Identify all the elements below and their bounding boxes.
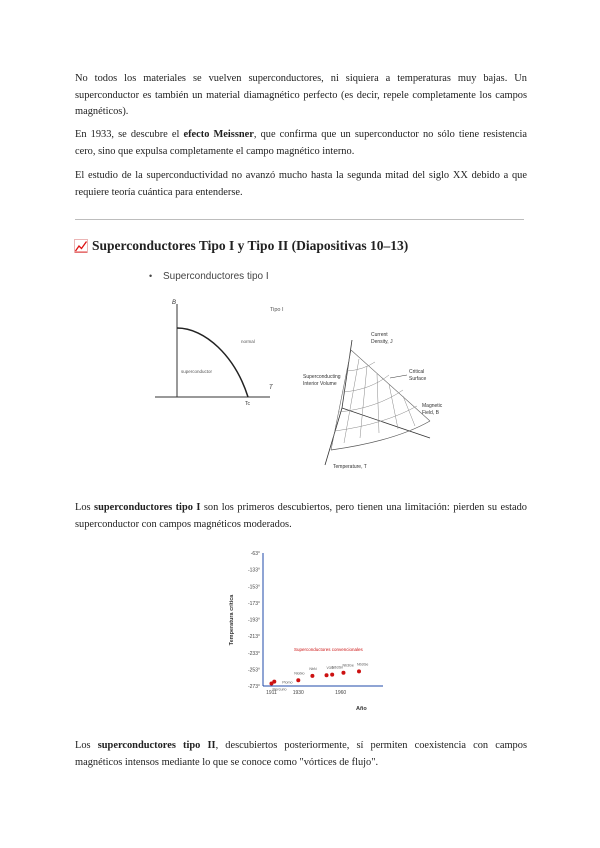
slide-figure-svg [145, 266, 475, 476]
point-label: Niobio [294, 671, 305, 676]
heading-text: Superconductores Tipo I y Tipo II (Diapositivas 10–13) [92, 238, 409, 253]
data-point [341, 671, 345, 675]
critical-surface-3d [303, 332, 443, 470]
paragraph-type-two: Los superconductores tipo II, descubiertos posteriormente, sí permiten coexistencia con campos magnéticos intensos mediante lo que se conoce como "vórtices de flujo". [75, 740, 527, 768]
x-tick-label: 1930 [292, 690, 304, 696]
paragraph-quantum: El estudio de la superconductividad no avanzó mucho hasta la segunda mitad del siglo XX debido a que requiere teoría cuántica para entenderse. [75, 170, 527, 198]
bold-term: efecto Meissner [183, 129, 254, 140]
chart-annotation: Superconductores convencionales [294, 647, 363, 652]
svg-text:Tipo I: Tipo I [270, 307, 284, 313]
svg-text:Superconducting: Superconducting [303, 374, 341, 380]
svg-text:Temperature, T: Temperature, T [333, 464, 367, 470]
y-axis-label: Temperatura crítica [229, 594, 235, 646]
y-tick-label: -193° [247, 617, 260, 624]
x-axis-label: Año [356, 706, 367, 712]
svg-text:normal: normal [241, 339, 255, 344]
data-point [272, 680, 276, 684]
svg-text:Tc: Tc [245, 401, 250, 407]
y-tick-label: -153° [247, 584, 260, 591]
bold-term: superconductores tipo I [94, 502, 201, 513]
point-label: V3Si [326, 666, 335, 671]
svg-text:Magnetic: Magnetic [422, 403, 443, 409]
y-tick-label: -233° [247, 650, 260, 657]
svg-text:Surface: Surface [409, 376, 427, 382]
point-label: Plomo [282, 680, 293, 685]
paragraph-meissner: En 1933, se descubre el efecto Meissner, que confirma que un superconductor no sólo tiene resistencia cero, sino que expulsa completamente el campo magnético interno. [75, 129, 527, 157]
tc-chart-svg [218, 545, 393, 715]
data-point [330, 673, 334, 677]
slide-title: Superconductores tipo I [163, 271, 269, 282]
tc-chart [218, 545, 393, 715]
paragraph-type-one: Los superconductores tipo I son los primeros descubiertos, pero tienen una limitación: pierden su estado superconductor con campos magnéticos moderados. [75, 502, 528, 530]
data-point [296, 678, 300, 682]
slide-bullet: • [149, 271, 153, 281]
y-tick-label: -133° [247, 567, 260, 574]
svg-text:Density, J: Density, J [371, 339, 393, 345]
horizontal-divider [75, 219, 524, 220]
point-label: Nb3Ge [342, 663, 354, 668]
chart-icon [74, 239, 88, 253]
section-heading [74, 238, 408, 254]
data-point [357, 669, 361, 673]
data-point [325, 673, 329, 677]
point-label: Nb3Sn [332, 665, 344, 670]
phase-diagram [155, 300, 284, 407]
svg-text:Interior Volume: Interior Volume [303, 381, 337, 387]
svg-text:Critical: Critical [409, 369, 425, 375]
svg-text:B: B [172, 300, 177, 306]
y-tick-label: -63° [250, 551, 260, 557]
paragraph-intro: No todos los materiales se vuelven superconductores, ni siquiera a temperaturas muy bajas. Un superconductor es también un material diamagnético perfecto (es decir, repele completamente los campos magnéticos). [75, 73, 527, 117]
point-label: NbN [309, 666, 317, 671]
y-tick-label: -253° [247, 667, 260, 674]
x-tick-label: 1960 [335, 690, 347, 696]
svg-text:T: T [269, 385, 273, 391]
data-point [310, 674, 314, 678]
y-tick-label: -173° [247, 600, 260, 607]
point-label: Mercurio [272, 687, 287, 692]
x-tick-label: 1911 [266, 690, 277, 696]
svg-text:Current: Current [371, 332, 388, 338]
slide-figure [145, 266, 475, 476]
svg-text:superconductor: superconductor [181, 369, 213, 374]
point-label: Nb3Ge [357, 662, 369, 667]
svg-text:Field, B: Field, B [422, 410, 439, 416]
y-tick-label: -213° [247, 634, 260, 641]
bold-term: superconductores tipo II [97, 740, 216, 751]
y-tick-label: -273° [247, 684, 260, 690]
